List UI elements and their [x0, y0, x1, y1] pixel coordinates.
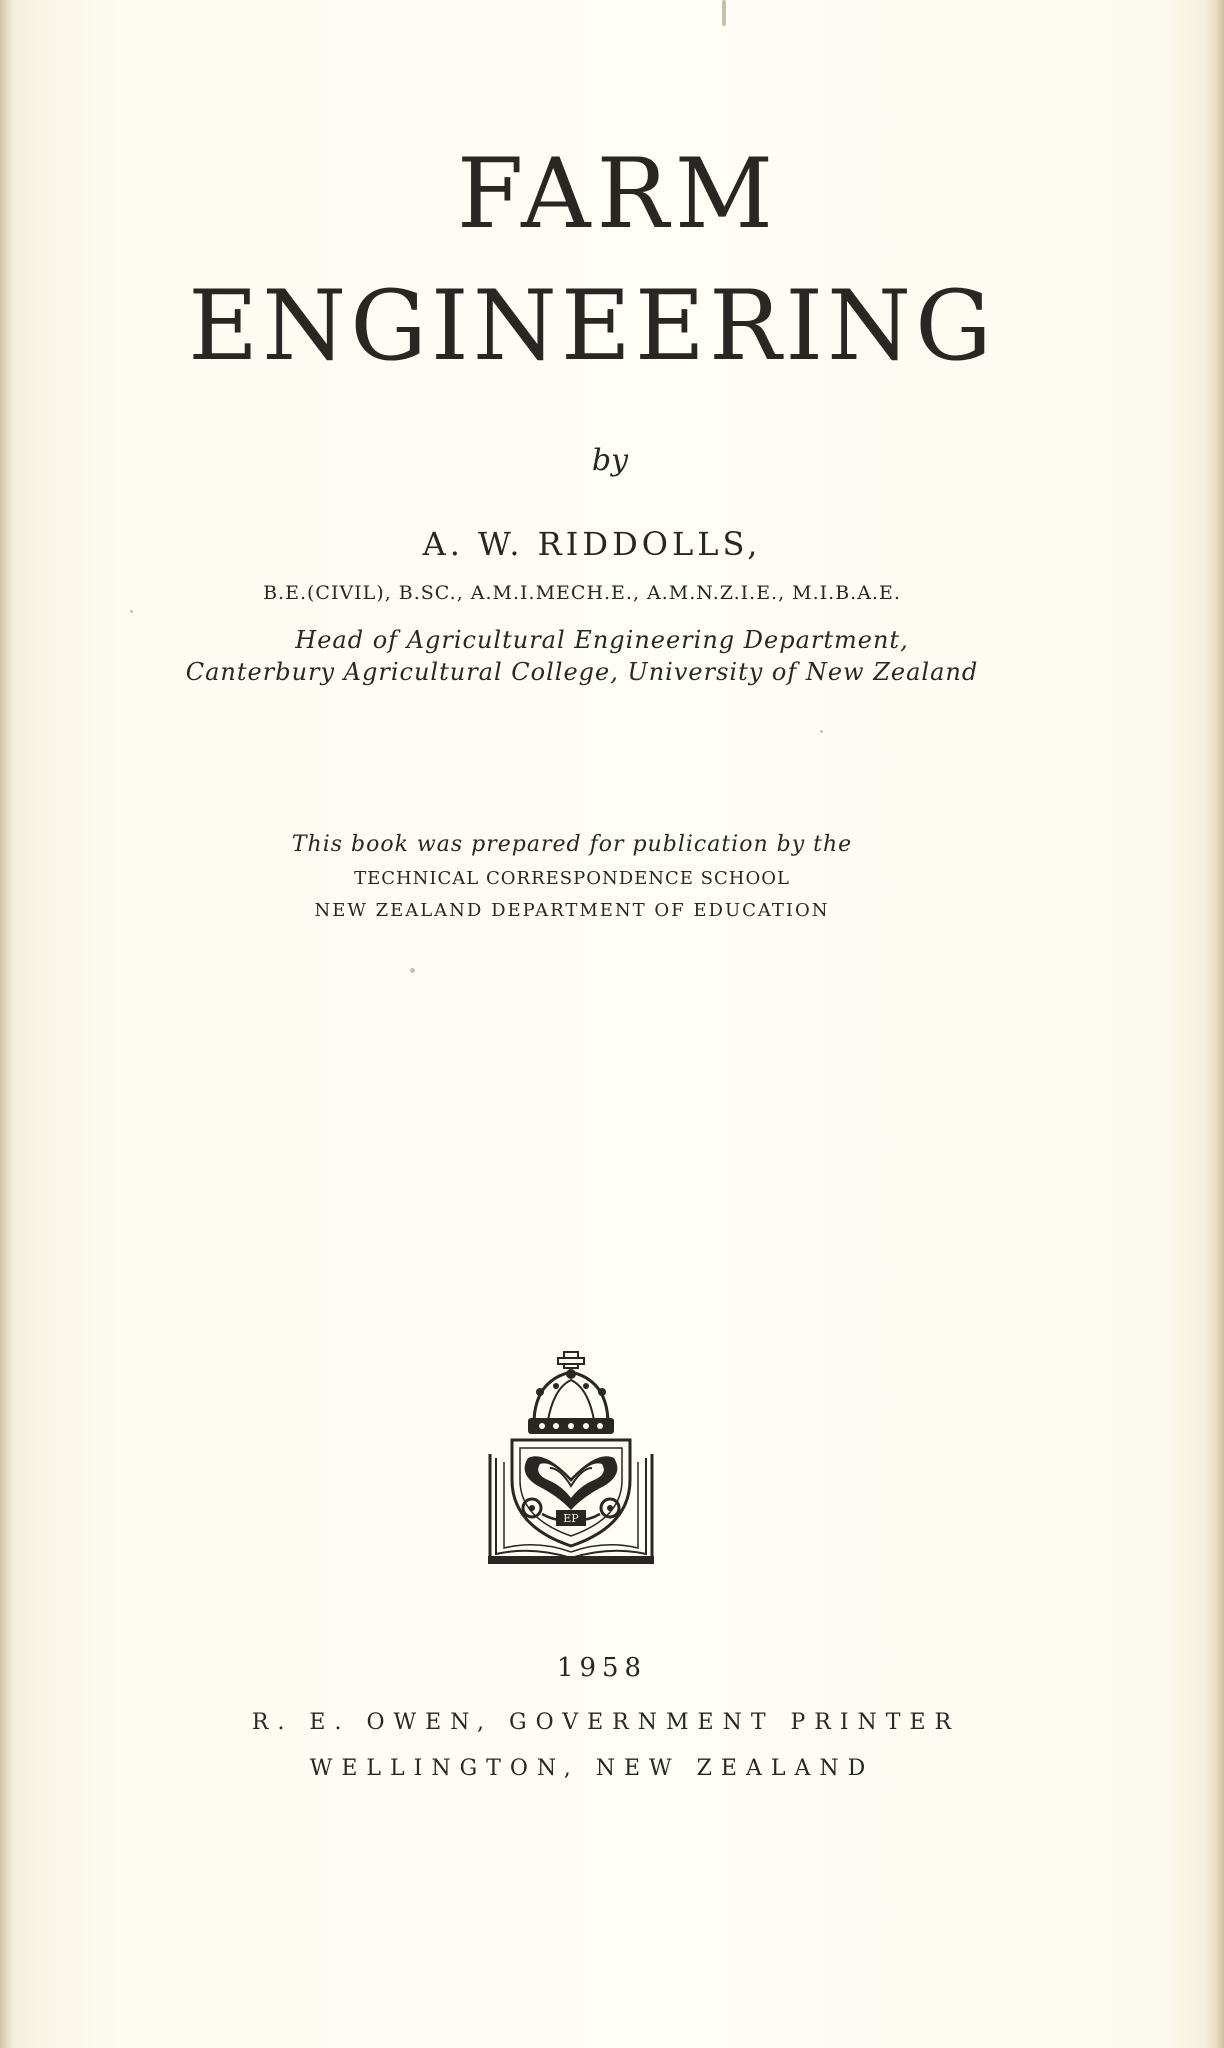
preparation-note: This book was prepared for publication by the: [291, 832, 853, 857]
author-degrees: B.E.(CIVIL), B.SC., A.M.I.MECH.E., A.M.N.Z.I.E., M.I.B.A.E.: [263, 582, 901, 604]
byline: by: [591, 443, 629, 478]
publication-year: 1958: [556, 1653, 648, 1683]
book-title-line1: FARM: [456, 138, 780, 250]
printer-name: R. E. OWEN, GOVERNMENT PRINTER: [251, 1710, 961, 1735]
printer-location: WELLINGTON, NEW ZEALAND: [309, 1756, 875, 1781]
author-position: Head of Agricultural Engineering Department,: [295, 626, 909, 654]
book-title-line2: ENGINEERING: [188, 270, 996, 382]
paper-speck: [130, 610, 133, 613]
paper-speck: [410, 968, 415, 973]
page-right-edge: [1206, 0, 1224, 2048]
crown-crest-emblem-icon: [484, 1350, 658, 1568]
author-name: A. W. RIDDOLLS,: [422, 525, 762, 563]
preparing-department: NEW ZEALAND DEPARTMENT OF EDUCATION: [314, 900, 830, 921]
paper-mark: [722, 0, 726, 26]
emblem-initials: EP: [563, 1512, 579, 1525]
paper-speck: [820, 730, 823, 733]
author-affiliation: Canterbury Agricultural College, University of New Zealand: [185, 658, 979, 686]
preparing-school: TECHNICAL CORRESPONDENCE SCHOOL: [354, 868, 790, 889]
